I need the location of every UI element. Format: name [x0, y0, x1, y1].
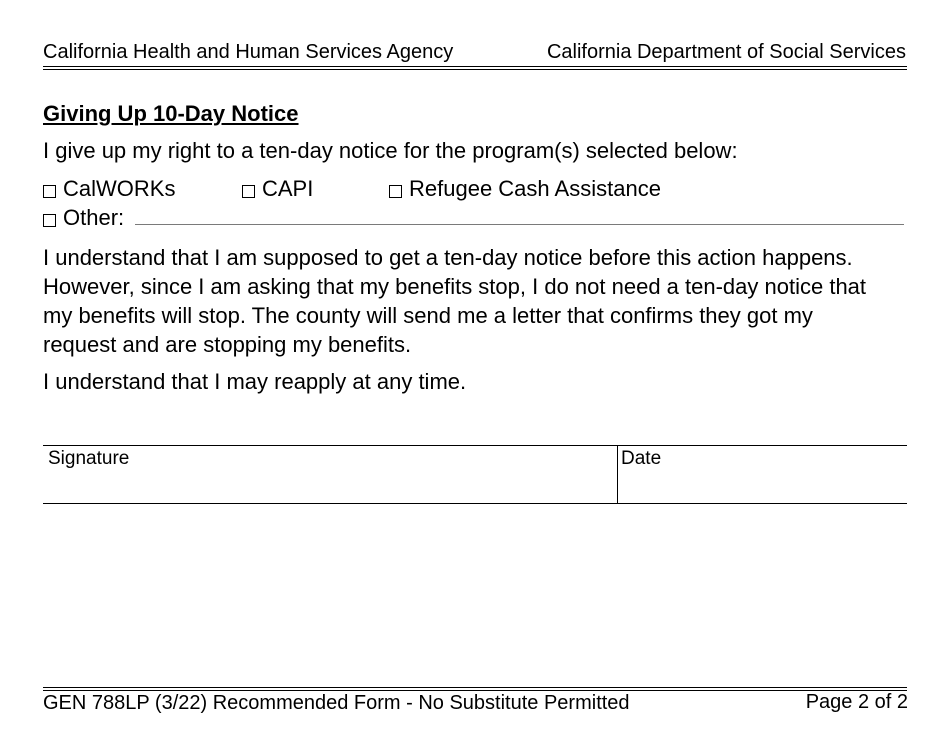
option-calworks[interactable]	[43, 175, 175, 202]
signature-date-divider	[617, 445, 618, 503]
other-label: Other:	[63, 205, 125, 230]
header-divider	[43, 66, 907, 70]
signature-block	[43, 445, 907, 504]
other-checkbox[interactable]	[43, 214, 56, 227]
reapply-paragraph: I understand that I may reapply at any time.	[43, 369, 467, 394]
option-capi[interactable]	[242, 175, 313, 202]
section-title: Giving Up 10-Day Notice	[43, 101, 299, 126]
understanding-paragraph: I understand that I am supposed to get a ten-day notice before this action happens. However, since I am asking that my benefits stop, I do not need a ten-day notice that my benefits will stop. The county will send me a letter that confirms they got my request and are stopping my benefits.	[43, 245, 867, 357]
option-other[interactable]	[43, 204, 124, 231]
signature-field-label[interactable]: Signature	[48, 448, 130, 469]
department-name: California Department of Social Services	[546, 41, 906, 63]
capi-label: CAPI	[262, 176, 314, 201]
option-refugee-cash-assistance[interactable]	[389, 175, 661, 202]
other-input-line[interactable]	[135, 224, 904, 225]
intro-text: I give up my right to a ten-day notice for the program(s) selected below:	[43, 138, 738, 163]
calworks-checkbox[interactable]	[43, 185, 56, 198]
date-field-label[interactable]: Date	[621, 448, 662, 469]
refugee-cash-assistance-checkbox[interactable]	[389, 185, 402, 198]
refugee-cash-assistance-label: Refugee Cash Assistance	[409, 176, 661, 201]
calworks-label: CalWORKs	[63, 176, 176, 201]
agency-name: California Health and Human Services Agency	[43, 41, 454, 63]
capi-checkbox[interactable]	[242, 185, 255, 198]
form-identifier: GEN 788LP (3/22) Recommended Form - No Substitute Permitted	[43, 692, 630, 714]
page-number: Page 2 of 2	[805, 691, 908, 713]
